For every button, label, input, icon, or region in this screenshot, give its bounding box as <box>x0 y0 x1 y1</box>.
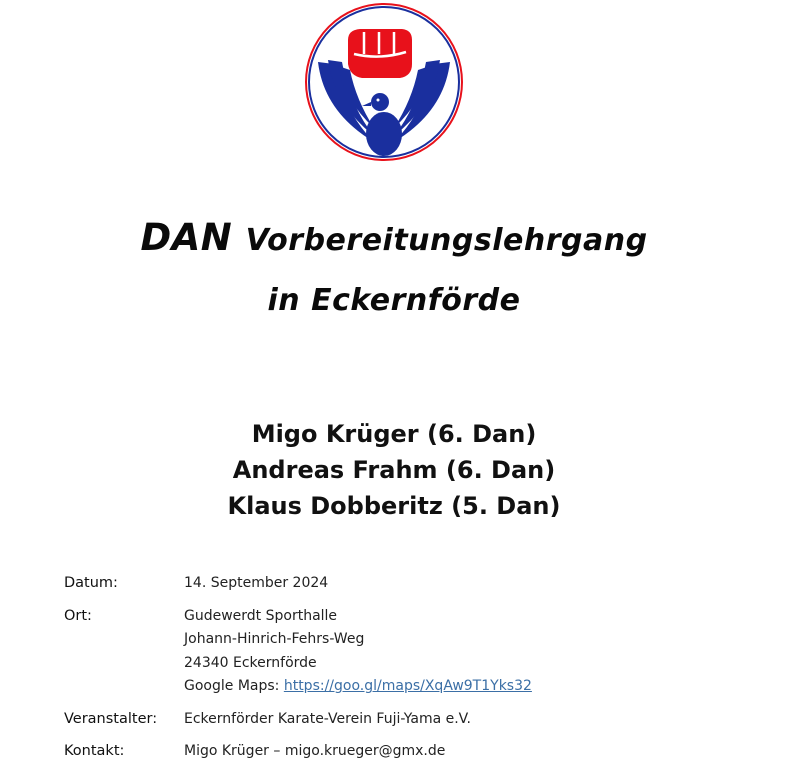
event-title-line-1 <box>0 216 788 259</box>
row-datum <box>64 572 764 596</box>
title-location: in Eckernförde <box>267 283 521 318</box>
kontakt-label: Kontakt: <box>64 743 125 759</box>
event-details <box>64 572 764 764</box>
ort-line-2: Johann-Hinrich-Fehrs-Weg <box>184 631 365 647</box>
ort-label: Ort: <box>64 607 92 624</box>
title-vorbereitungslehrgang: Vorbereitungslehrgang <box>245 223 648 258</box>
ort-line-1: Gudewerdt Sporthalle <box>184 607 338 624</box>
ort-line-3: 24340 Eckernförde <box>184 654 317 671</box>
instructor-2: Andreas Frahm (6. Dan) <box>232 456 556 484</box>
fist-icon <box>348 29 412 78</box>
row-veranstalter <box>64 708 764 732</box>
fist-dove-logo-icon <box>304 2 464 162</box>
event-title-line-2 <box>0 279 788 316</box>
maps-prefix: Google Maps: <box>184 678 284 694</box>
google-maps-link[interactable]: https://goo.gl/maps/XqAw9T1Yks32 <box>283 678 532 694</box>
title-dan: DAN <box>140 216 246 259</box>
row-kontakt <box>64 740 764 764</box>
club-logo <box>304 2 464 162</box>
row-ort <box>64 605 764 699</box>
instructor-3: Klaus Dobberitz (5. Dan) <box>227 492 561 520</box>
veranstalter-value: Eckernförder Karate-Verein Fuji-Yama e.V. <box>184 710 471 727</box>
instructor-1: Migo Krüger (6. Dan) <box>251 420 537 448</box>
ort-value <box>184 605 532 699</box>
datum-value: 14. September 2024 <box>184 575 329 591</box>
veranstalter-label: Veranstalter: <box>64 710 158 727</box>
datum-label: Datum: <box>64 575 118 591</box>
kontakt-value: Migo Krüger – migo.krueger@gmx.de <box>184 743 446 759</box>
ort-maps <box>184 675 532 699</box>
instructor-list <box>0 416 788 524</box>
